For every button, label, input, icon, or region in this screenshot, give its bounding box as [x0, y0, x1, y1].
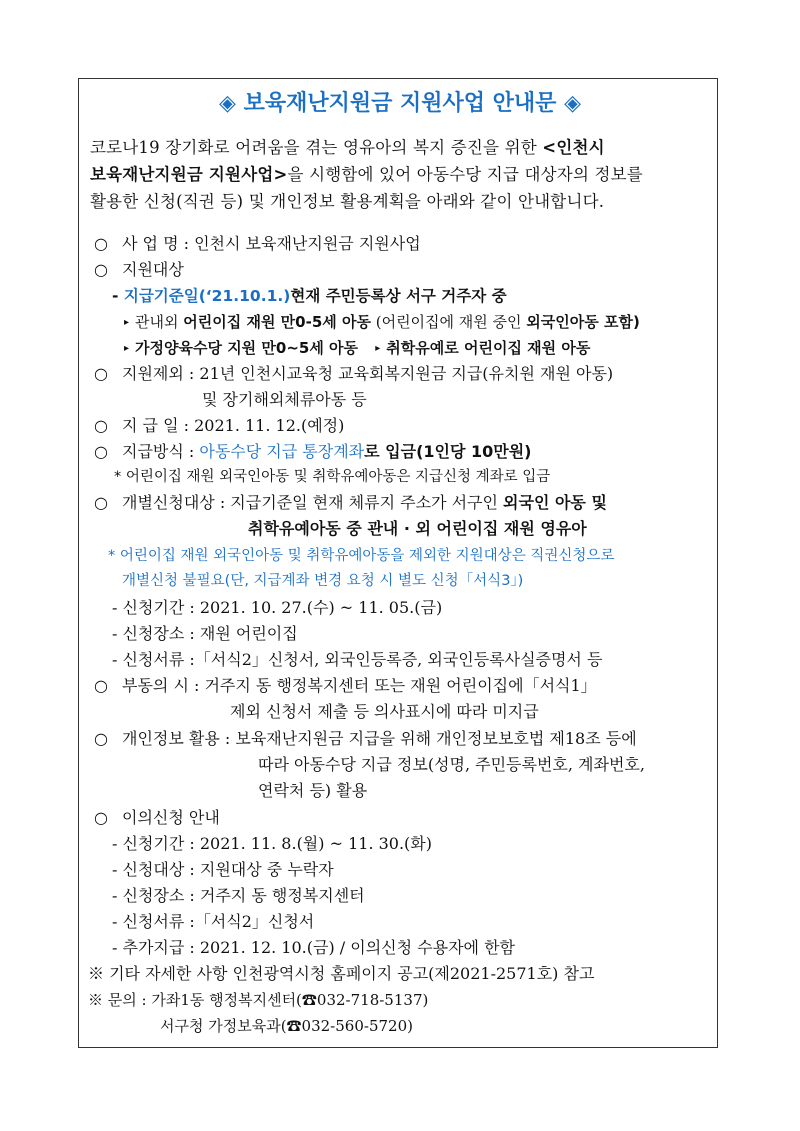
target-bold: 어린이집 재원 만0-5세 아동: [183, 313, 371, 331]
bullet-circle-icon: ○: [94, 416, 108, 435]
objection-place: - 신청장소 : 거주지 동 행정복지센터: [112, 886, 365, 905]
bullet-circle-icon: ○: [94, 234, 108, 253]
objection-label: 이의신청 안내: [122, 808, 220, 827]
exclusion-text: 지원제외 : 21년 인천시교육청 교육회복지원금 지급(유치원 재원 아동): [122, 364, 614, 383]
bullet-circle-icon: ○: [94, 676, 108, 695]
objection-extra: - 추가지급 : 2021. 12. 10.(금) / 이의신청 수용자에 한함: [112, 938, 515, 957]
individual-row: [94, 491, 607, 515]
individual-line-2: 취학유예아동 중 관내 · 외 어린이집 재원 영유아: [248, 519, 587, 538]
exclusion-line-2: 및 장기해외체류아동 등: [202, 390, 367, 409]
intro-bold: <인천시: [542, 138, 605, 157]
apply-place: - 신청장소 : 재원 어린이집: [112, 624, 298, 643]
contact-line-1: ※ 문의 : 가좌1동 행정복지센터(☎032-718-5137): [88, 991, 429, 1009]
privacy-text: 개인정보 활용 : 보육재난지원금 지급을 위해 개인정보보호법 제18조 등에: [122, 729, 637, 748]
intro-bold: 보육재난지원금 지원사업>: [90, 165, 288, 184]
target-text: (어린이집에 재원 중인: [370, 313, 527, 331]
refusal-line-2: 제외 신청서 제출 등 의사표시에 따라 미지급: [230, 702, 539, 721]
apply-docs: - 신청서류 :「서식2」신청서, 외국인등록증, 외국인등록사실증명서 등: [112, 650, 603, 669]
target-text: 관내외: [135, 313, 184, 331]
method-account: 아동수당 지급 통장계좌: [199, 442, 365, 461]
privacy-row: [94, 727, 637, 751]
method-text: 로 입금(1인당 10만원): [364, 442, 532, 461]
dash: -: [112, 287, 119, 305]
target-base-date: 지급기준일(‘21.10.1.): [123, 287, 291, 305]
project-row: [94, 232, 421, 256]
individual-text: 개별신청대상 : 지급기준일 현재 체류지 주소가 서구인: [122, 493, 504, 512]
objection-target: - 신청대상 : 지원대상 중 누락자: [112, 860, 334, 879]
privacy-line-2: 따라 아동수당 지급 정보(성명, 주민등록번호, 계좌번호,: [258, 755, 645, 774]
refusal-text: 부동의 시 : 거주지 동 행정복지센터 또는 재원 어린이집에「서식1」: [122, 676, 597, 695]
project-text: 사 업 명 : 인천시 보육재난지원금 지원사업: [122, 234, 421, 253]
objection-docs: - 신청서류 :「서식2」신청서: [112, 912, 315, 931]
intro-line-2: [90, 163, 643, 187]
note-2-line-1: * 어린이집 재원 외국인아동 및 취학유예아동을 제외한 지원대상은 직권신청으로: [108, 548, 615, 564]
intro-text: 을 시행함에 있어 아동수당 지급 대상자의 정보를: [287, 165, 643, 184]
note-2-line-2: 개별신청 불필요(단, 지급계좌 변경 요청 시 별도 신청「서식3」): [122, 573, 524, 589]
paydate-text: 지 급 일 : 2021. 11. 12.(예정): [122, 416, 345, 435]
target-text: 현재 주민등록상 서구 거주자 중: [290, 287, 507, 305]
intro-line-3: 활용한 신청(직권 등) 및 개인정보 활용계획을 아래와 같이 안내합니다.: [90, 192, 605, 211]
objection-period: - 신청기간 : 2021. 11. 8.(월) ~ 11. 30.(화): [112, 834, 433, 853]
apply-period: - 신청기간 : 2021. 10. 27.(수) ~ 11. 05.(금): [112, 598, 443, 617]
refusal-row: [94, 674, 597, 698]
method-label: 지급방식 :: [122, 442, 200, 461]
bullet-circle-icon: ○: [94, 260, 108, 279]
intro-line-1: [90, 136, 605, 160]
triangle-icon: ▸: [124, 343, 130, 354]
exclusion-row: [94, 362, 613, 386]
method-row: [94, 440, 531, 464]
etc-note: ※ 기타 자세한 사항 인천광역시청 홈페이지 공고(제2021-2571호) 참고: [88, 964, 595, 983]
bullet-circle-icon: ○: [94, 729, 108, 748]
target-line-3: [124, 336, 590, 361]
bullet-circle-icon: ○: [94, 442, 108, 461]
bullet-circle-icon: ○: [94, 808, 108, 827]
privacy-line-3: 연락처 등) 활용: [258, 781, 368, 800]
page-title: ◈ 보육재난지원금 지원사업 안내문 ◈: [218, 91, 581, 116]
target-line-2: [124, 310, 640, 335]
triangle-icon: ▸: [124, 317, 130, 328]
target-line-1: [112, 284, 507, 308]
individual-bold: 외국인 아동 및: [503, 493, 607, 512]
target-bold: 외국인아동 포함): [526, 313, 640, 331]
note-1: * 어린이집 재원 외국인아동 및 취학유예아동은 지급신청 계좌로 입금: [114, 469, 551, 485]
bullet-circle-icon: ○: [94, 493, 108, 512]
target-bold: 가정양육수당 지원 만0~5세 아동: [135, 339, 359, 357]
intro-text: 코로나19 장기화로 어려움을 겪는 영유아의 복지 증진을 위한: [90, 138, 543, 157]
contact-line-2: 서구청 가정보육과(☎032-560-5720): [160, 1017, 413, 1035]
target-bold: 취학유예로 어린이집 재원 아동: [386, 339, 591, 357]
target-row: [94, 258, 184, 282]
paydate-row: [94, 414, 344, 438]
objection-row: [94, 806, 220, 830]
triangle-icon: ▸: [375, 343, 381, 354]
target-label: 지원대상: [122, 260, 184, 279]
bullet-circle-icon: ○: [94, 364, 108, 383]
